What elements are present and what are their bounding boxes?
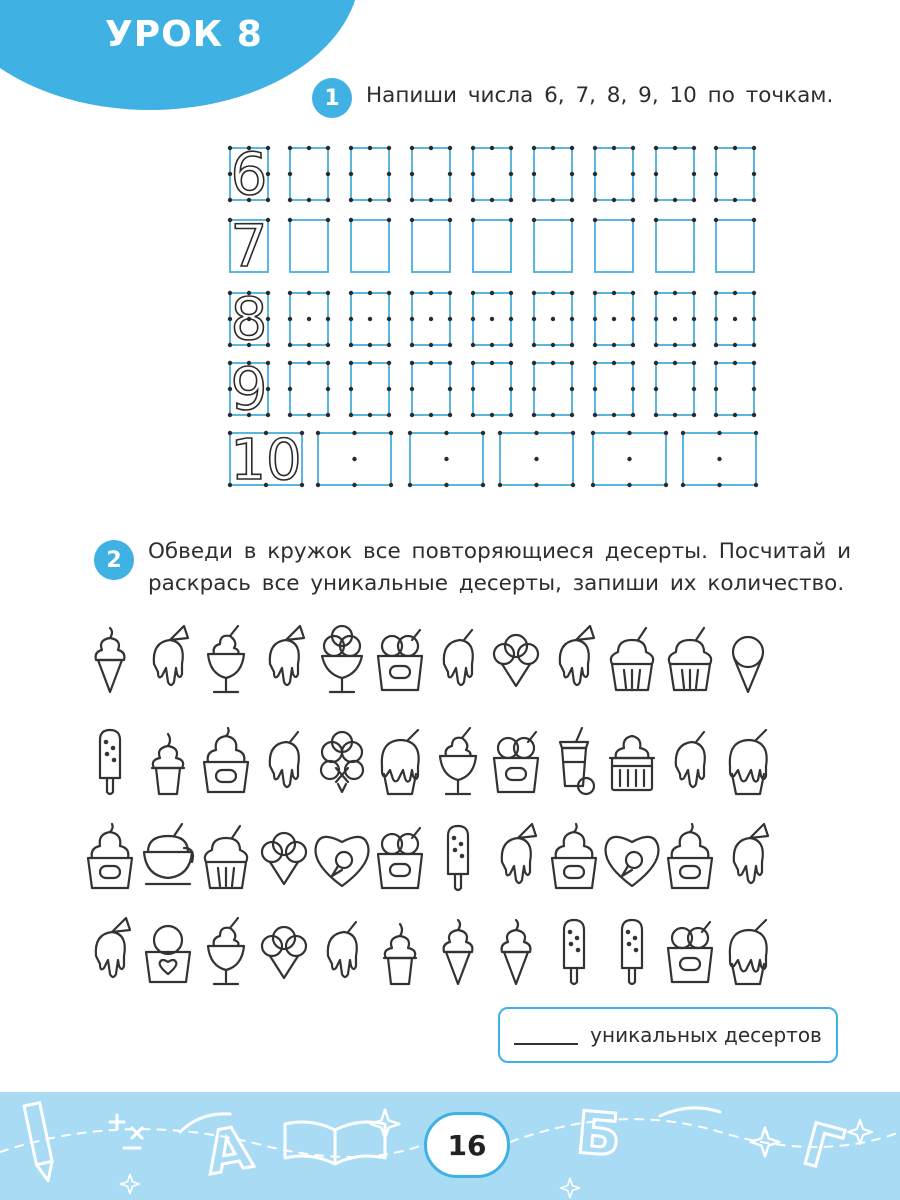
sample-digit: 6 — [230, 140, 268, 208]
popsicle-icon — [448, 826, 468, 890]
popsicle-icon — [100, 730, 120, 794]
sundae-glass-scoops-icon — [322, 626, 362, 692]
page-number: 16 — [424, 1112, 510, 1178]
decor-letter-3: Г — [796, 1109, 850, 1186]
ice-cream-cart-icon — [610, 736, 654, 790]
sundae-glass-icon — [440, 728, 476, 794]
task-1-number: 1 — [312, 78, 352, 118]
melting-scoop-icon — [270, 732, 299, 787]
heart-ice-cream-icon — [316, 837, 369, 886]
melting-scoop-cup-icon — [730, 920, 767, 984]
sample-digit: 10 — [230, 428, 302, 493]
melting-scoop-icon — [328, 922, 357, 977]
decor-letter-2: Б — [573, 1098, 624, 1170]
sundae-glass-icon — [208, 626, 244, 692]
heart-ice-cream-icon — [606, 837, 659, 886]
cupcake-icon — [205, 826, 247, 888]
sundae-glass-icon — [208, 918, 244, 984]
dessert-row-1 — [96, 626, 763, 692]
ice-cream-bowl-icon — [144, 824, 193, 884]
lesson-title: УРОК 8 — [105, 14, 263, 55]
star-icon — [848, 1120, 872, 1144]
milkshake-cup-icon — [560, 728, 594, 794]
cream-tub-icon — [204, 728, 248, 792]
cream-tub-icon — [88, 824, 132, 888]
scoop-cone-icon — [733, 637, 763, 692]
star-icon — [120, 1174, 139, 1193]
answer-blank[interactable] — [514, 1025, 578, 1045]
melting-scoop-cone-icon — [502, 824, 536, 883]
heart-tub-icon — [146, 926, 190, 982]
popsicle-icon — [564, 920, 584, 984]
popsicle-icon — [622, 920, 642, 984]
answer-label: уникальных десертов — [590, 1023, 822, 1047]
sample-digit: 9 — [230, 355, 268, 423]
pencil-icon — [24, 1103, 56, 1183]
melting-scoop-cup-icon — [382, 730, 419, 794]
decor-letter-1: A — [200, 1113, 257, 1188]
sample-digit: 7 — [230, 212, 268, 280]
ice-cream-cone-swirl-icon — [96, 628, 125, 692]
soft-serve-cup-icon — [384, 924, 416, 984]
melting-scoop-cup-icon — [730, 730, 767, 794]
cupcake-icon — [611, 628, 653, 690]
melting-scoop-cone-icon — [270, 626, 304, 685]
ice-cream-tub-icon — [494, 732, 538, 792]
melting-scoop-cone-icon — [560, 626, 594, 685]
sample-digit: 8 — [230, 285, 268, 353]
three-scoop-cone-icon — [494, 635, 538, 686]
three-scoop-cone-icon — [262, 927, 306, 978]
open-book-icon — [285, 1122, 385, 1164]
ice-cream-cone-swirl-icon — [502, 920, 531, 984]
cream-tub-icon — [668, 824, 712, 888]
answer-box[interactable] — [498, 1007, 838, 1063]
ice-cream-bouquet-icon — [321, 732, 363, 792]
dessert-row-4 — [96, 918, 767, 984]
melting-scoop-icon — [676, 732, 705, 787]
melting-scoop-cone-icon — [96, 918, 130, 977]
task-1-instruction: Напиши числа 6, 7, 8, 9, 10 по точкам. — [366, 83, 834, 108]
cream-tub-icon — [552, 824, 596, 888]
dessert-row-2 — [100, 728, 767, 794]
star-icon — [560, 1178, 579, 1197]
melting-scoop-cone-icon — [154, 626, 188, 685]
ice-cream-tub-icon — [668, 922, 712, 982]
ice-cream-tub-icon — [378, 828, 422, 888]
ice-cream-tub-icon — [378, 630, 422, 690]
math-signs-icon — [110, 1115, 142, 1148]
ice-cream-cone-swirl-icon — [444, 920, 473, 984]
task-2-number: 2 — [94, 540, 134, 580]
dessert-row-3 — [88, 824, 768, 890]
soft-serve-cup-icon — [152, 734, 184, 794]
melting-scoop-icon — [444, 630, 473, 685]
cupcake-icon — [669, 628, 711, 690]
task-2-instruction-line-1: Обведи в кружок все повторяющиеся десерты. Посчитай и — [148, 539, 852, 564]
task-2-instruction-line-2: раскрась все уникальные десерты, запиши их количество. — [148, 571, 845, 596]
melting-scoop-cone-icon — [734, 824, 768, 883]
three-scoop-cone-icon — [262, 833, 306, 884]
